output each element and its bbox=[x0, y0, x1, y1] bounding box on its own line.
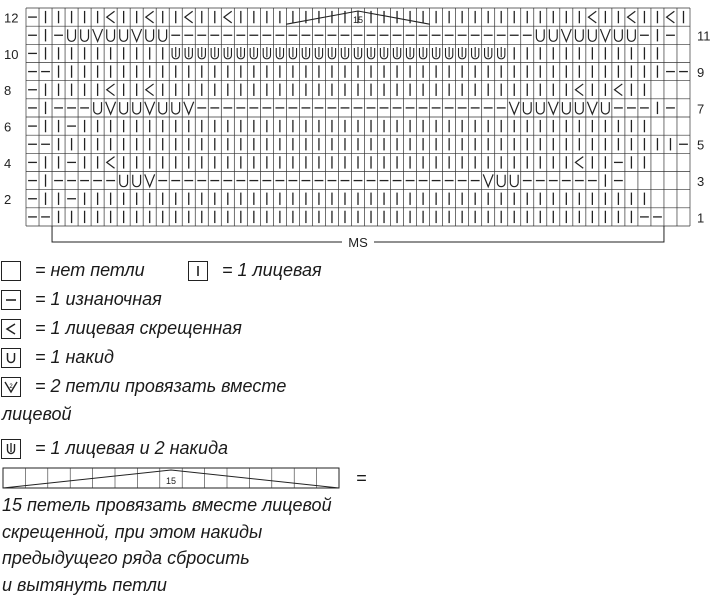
k2tog-stitch bbox=[184, 102, 194, 114]
yarn-over-stitch bbox=[120, 102, 128, 114]
chart-legend bbox=[0, 258, 717, 600]
legend-knit-2yo-text: = 1 лицевая и 2 накида bbox=[35, 438, 229, 458]
legend-k15tog-text-2: скрещенной, при этом накиды bbox=[2, 521, 263, 542]
k15tog-number: 15 bbox=[352, 15, 364, 26]
row-label-left: 2 bbox=[4, 192, 12, 208]
yarn-over-stitch bbox=[536, 102, 544, 114]
knit-2yo-stitch bbox=[250, 47, 257, 59]
yarn-over-stitch bbox=[628, 29, 636, 41]
yarn-over-stitch bbox=[159, 102, 167, 114]
yarn-over-stitch bbox=[614, 29, 622, 41]
legend-knit-text: = 1 лицевая bbox=[222, 260, 322, 280]
yarn-over-stitch bbox=[536, 29, 544, 41]
legend-k2tog-text: = 2 петли провязать вместе bbox=[35, 376, 287, 396]
k2tog-stitch bbox=[145, 174, 155, 186]
knit-tbl-stitch bbox=[575, 157, 583, 169]
yarn-over-icon bbox=[1, 348, 21, 368]
knit-2yo-stitch bbox=[406, 47, 413, 59]
knit-2yo-icon bbox=[1, 439, 21, 459]
legend-row-purl bbox=[0, 289, 162, 310]
yarn-over-stitch bbox=[120, 29, 128, 41]
knit-2yo-stitch bbox=[432, 47, 439, 59]
row-label-left: 12 bbox=[4, 10, 19, 26]
knit-tbl-stitch bbox=[146, 84, 154, 96]
knit-2yo-stitch bbox=[224, 47, 231, 59]
yarn-over-stitch bbox=[120, 175, 128, 187]
knit-tbl-stitch bbox=[667, 11, 675, 23]
legend-row-no-stitch bbox=[0, 260, 145, 281]
legend-k15tog-text-3: предыдущего ряда сбросить bbox=[2, 548, 250, 568]
knit-icon bbox=[188, 261, 208, 281]
k2tog-stitch bbox=[132, 29, 142, 41]
knit-2yo-stitch bbox=[485, 47, 492, 59]
row-label-left: 8 bbox=[4, 83, 12, 99]
knit-2yo-stitch bbox=[276, 47, 283, 59]
row-label-right: 5 bbox=[697, 137, 705, 153]
k2tog-stitch bbox=[600, 29, 610, 41]
knit-2yo-stitch bbox=[498, 47, 505, 59]
k2tog-icon bbox=[1, 377, 21, 397]
knit-2yo-stitch bbox=[380, 47, 387, 59]
k15tog-icon-number: 15 bbox=[165, 476, 177, 486]
k2tog-stitch bbox=[145, 102, 155, 114]
yarn-over-stitch bbox=[510, 175, 518, 187]
legend-row-knit bbox=[188, 260, 322, 281]
knit-tbl-stitch bbox=[185, 11, 193, 23]
knit-2yo-stitch bbox=[237, 47, 244, 59]
legend-row-knit-tbl bbox=[0, 318, 242, 339]
legend-no-stitch-text: = нет петли bbox=[35, 260, 145, 280]
knit-2yo-stitch bbox=[315, 47, 322, 59]
knit-2yo-stitch bbox=[472, 47, 479, 59]
k15tog-icon bbox=[2, 466, 342, 490]
knitting-chart bbox=[0, 0, 717, 258]
yarn-over-stitch bbox=[549, 29, 557, 41]
knit-2yo-stitch bbox=[445, 47, 452, 59]
knit-tbl-stitch bbox=[107, 157, 115, 169]
knit-tbl-icon bbox=[1, 319, 21, 339]
k2tog-stitch bbox=[587, 102, 597, 114]
yarn-over-stitch bbox=[172, 102, 180, 114]
row-label-right: 11 bbox=[697, 28, 711, 44]
legend-knit-tbl-text: = 1 лицевая скрещенная bbox=[35, 318, 242, 338]
knit-2yo-stitch bbox=[263, 47, 270, 59]
yarn-over-stitch bbox=[523, 102, 531, 114]
legend-row-yarn-over bbox=[0, 347, 114, 368]
yarn-over-stitch bbox=[133, 175, 141, 187]
yarn-over-stitch bbox=[146, 29, 154, 41]
legend-k15tog-text-1: 15 петель провязать вместе лицевой bbox=[2, 495, 332, 515]
row-label-right: 7 bbox=[697, 101, 705, 117]
k2tog-stitch bbox=[509, 102, 519, 114]
knit-tbl-stitch bbox=[146, 11, 154, 23]
row-label-right: 3 bbox=[697, 174, 705, 190]
knit-2yo-stitch bbox=[198, 47, 205, 59]
yarn-over-stitch bbox=[94, 102, 102, 114]
knit-2yo-stitch bbox=[302, 47, 309, 59]
knit-2yo-stitch bbox=[185, 47, 192, 59]
knit-2yo-stitch bbox=[289, 47, 296, 59]
yarn-over-stitch bbox=[133, 102, 141, 114]
yarn-over-stitch bbox=[497, 175, 505, 187]
yarn-over-stitch bbox=[588, 29, 596, 41]
row-label-left: 6 bbox=[4, 119, 12, 135]
legend-k15tog-eq: = bbox=[356, 468, 367, 488]
yarn-over-stitch bbox=[81, 29, 89, 41]
yarn-over-stitch bbox=[575, 29, 583, 41]
row-label-left: 4 bbox=[4, 155, 12, 171]
yarn-over-stitch bbox=[575, 102, 583, 114]
legend-purl-text: = 1 изнаночная bbox=[35, 289, 162, 309]
yarn-over-stitch bbox=[68, 29, 76, 41]
knit-2yo-stitch bbox=[393, 47, 400, 59]
row-label-left: 10 bbox=[4, 46, 19, 62]
k2tog-stitch bbox=[106, 102, 116, 114]
yarn-over-stitch bbox=[601, 102, 609, 114]
knit-tbl-stitch bbox=[107, 11, 115, 23]
k2tog-stitch bbox=[561, 29, 571, 41]
no-stitch-icon bbox=[1, 261, 21, 281]
legend-k2tog-text-cont: лицевой bbox=[2, 404, 72, 424]
row-label-right: 1 bbox=[697, 210, 705, 226]
knit-2yo-stitch bbox=[419, 47, 426, 59]
row-label-right: 9 bbox=[697, 65, 705, 81]
knit-2yo-stitch bbox=[459, 47, 466, 59]
knit-2yo-stitch bbox=[172, 47, 179, 59]
legend-yarn-over-text: = 1 накид bbox=[35, 347, 114, 367]
knit-2yo-stitch bbox=[354, 47, 361, 59]
legend-k15tog-text-4: и вытянуть петли bbox=[2, 574, 167, 595]
k2tog-stitch bbox=[93, 29, 103, 41]
knit-2yo-stitch bbox=[211, 47, 218, 59]
knit-2yo-stitch bbox=[367, 47, 374, 59]
knit-2yo-stitch bbox=[341, 47, 348, 59]
purl-icon bbox=[1, 290, 21, 310]
knit-tbl-stitch bbox=[224, 11, 232, 23]
legend-row-knit-2yo bbox=[0, 438, 228, 459]
knit-tbl-stitch bbox=[628, 11, 636, 23]
yarn-over-stitch bbox=[159, 29, 167, 41]
k2tog-stitch bbox=[548, 102, 558, 114]
knit-2yo-stitch bbox=[328, 47, 335, 59]
svg-text:2: 2 bbox=[9, 383, 13, 390]
yarn-over-stitch bbox=[562, 102, 570, 114]
knit-tbl-stitch bbox=[575, 84, 583, 96]
yarn-over-stitch bbox=[107, 29, 115, 41]
legend-row-k2tog bbox=[0, 376, 286, 397]
ms-label: MS bbox=[348, 235, 368, 250]
knit-tbl-stitch bbox=[614, 84, 622, 96]
knit-tbl-stitch bbox=[107, 84, 115, 96]
k2tog-stitch bbox=[483, 174, 493, 186]
legend-row-k2tog-cont bbox=[2, 404, 72, 425]
knit-tbl-stitch bbox=[588, 11, 596, 23]
